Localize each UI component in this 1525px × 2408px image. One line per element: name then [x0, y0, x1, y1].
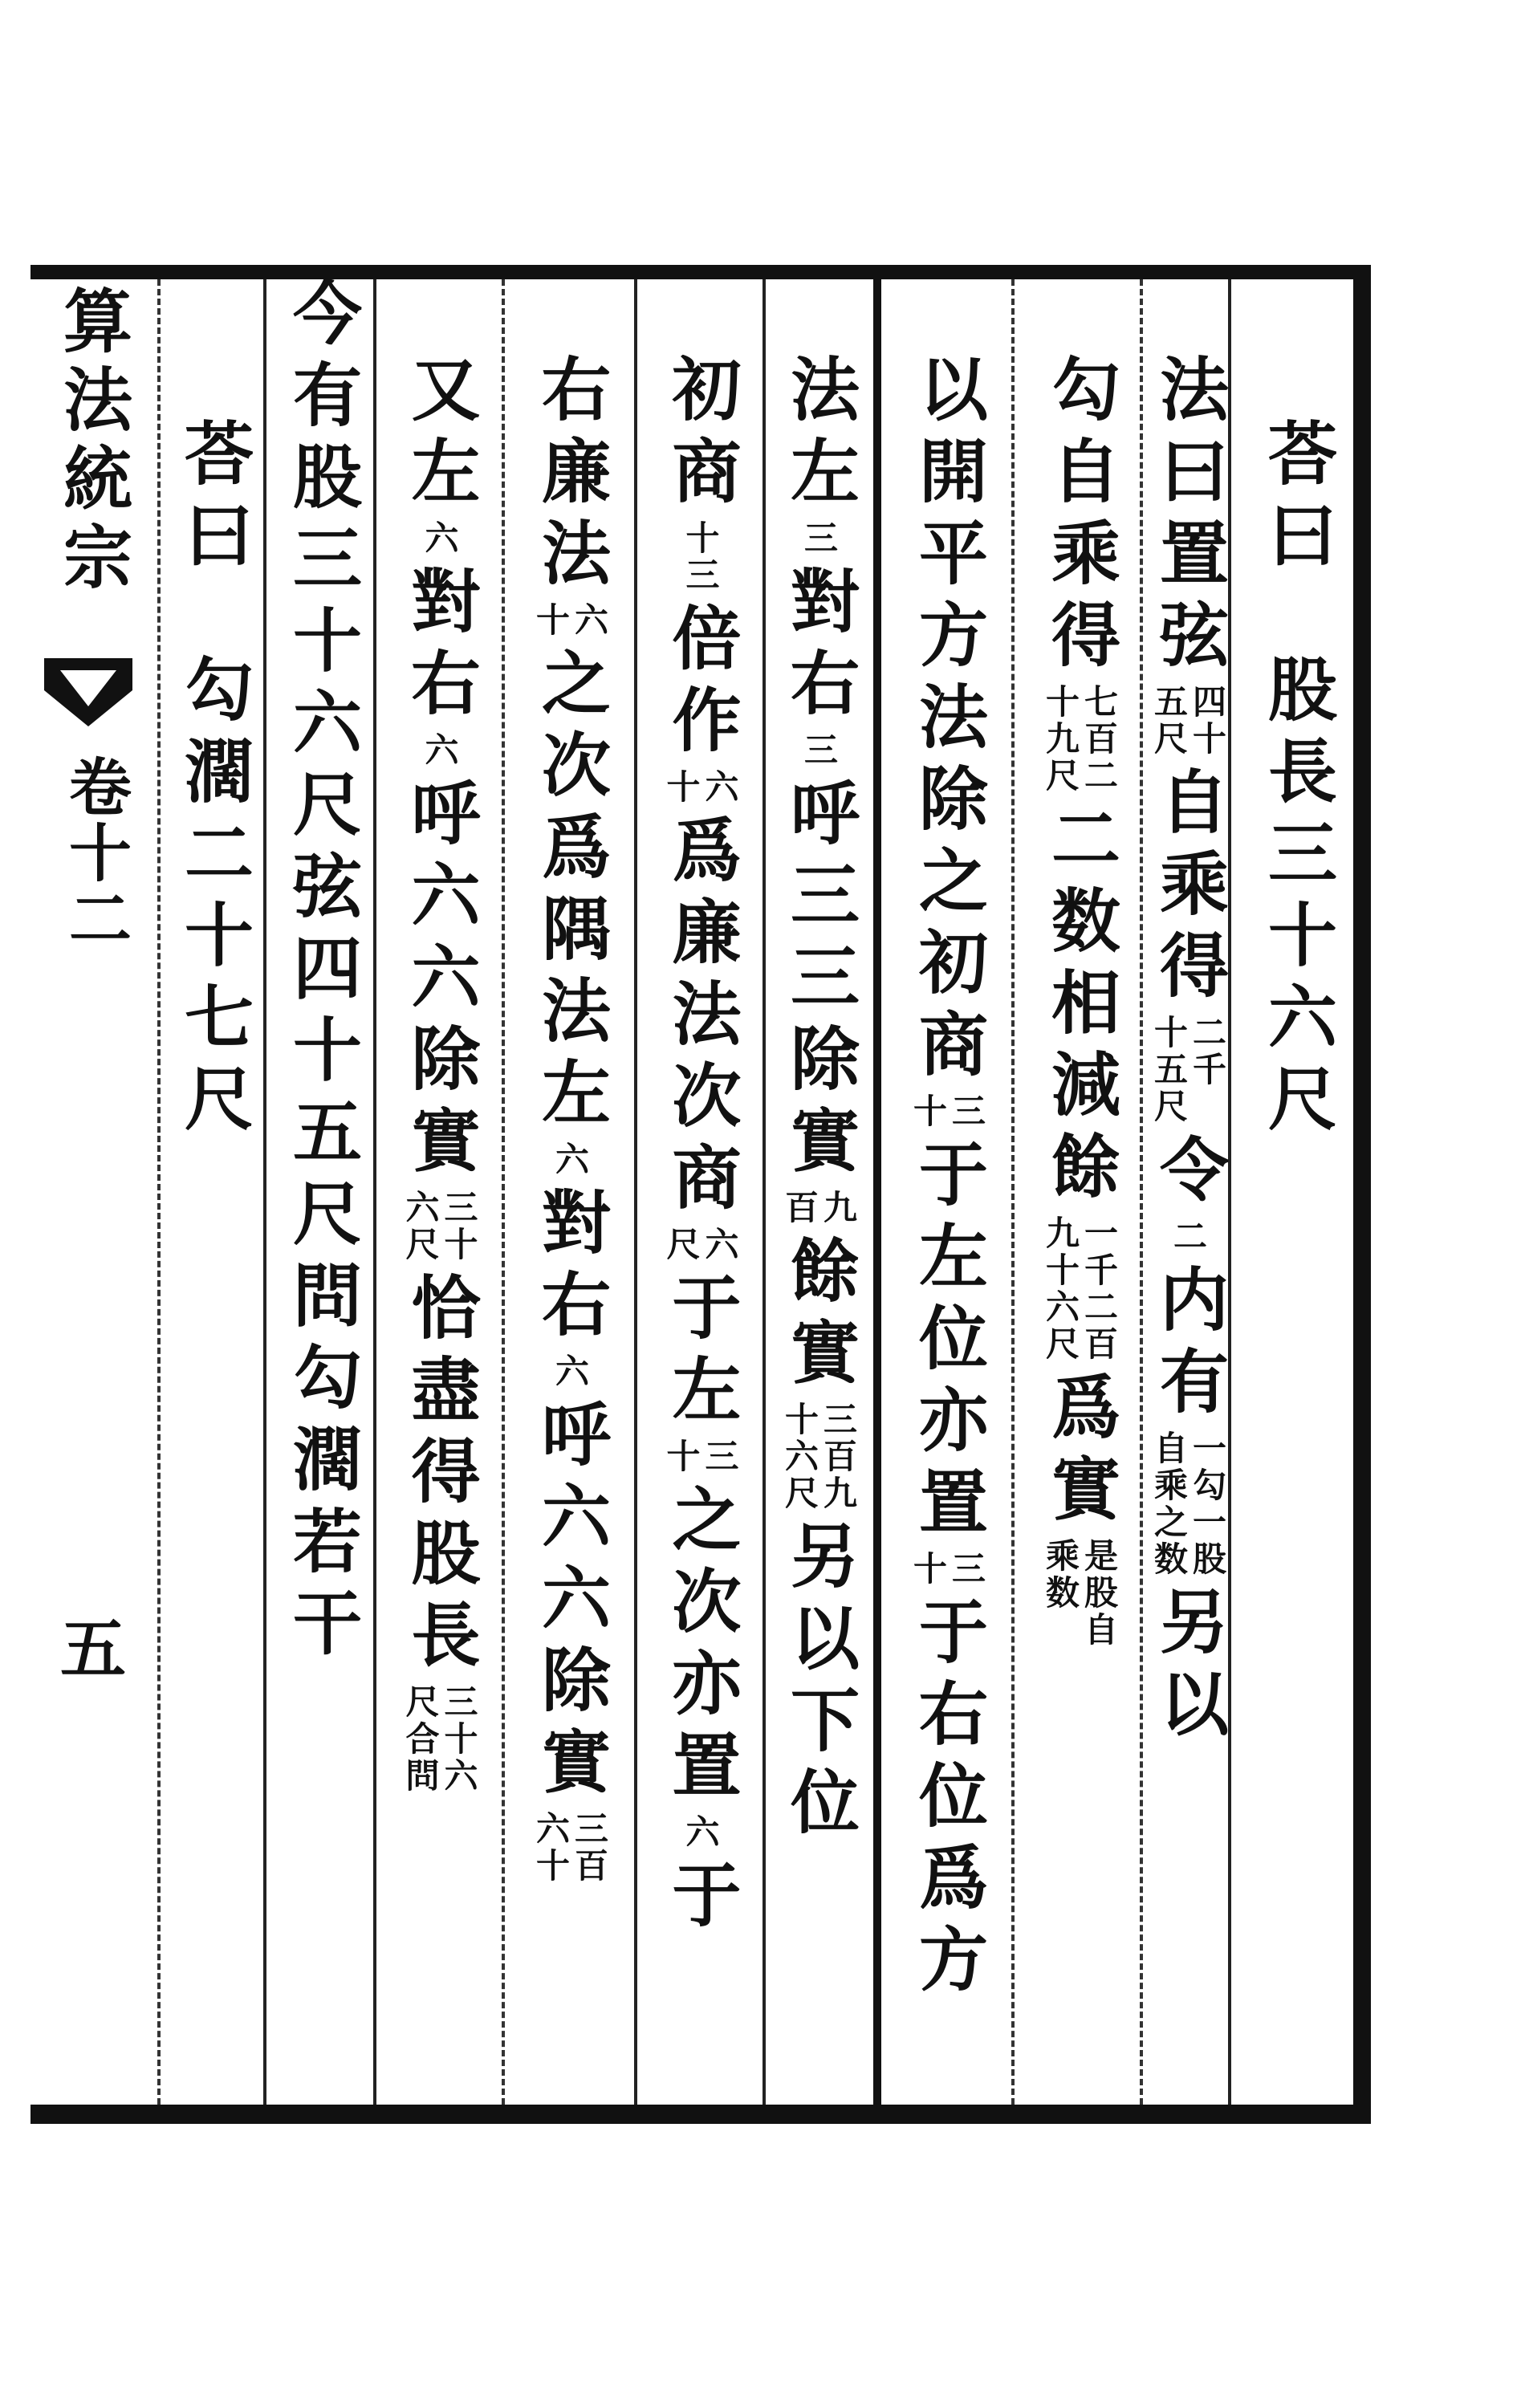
interlinear-note: [681, 520, 720, 594]
main-text: 以開平方法除之初商: [907, 353, 988, 1090]
interlinear-note: [780, 1190, 857, 1226]
note-right-line: 七百二: [1080, 684, 1119, 795]
note-left-line: 十: [661, 1438, 702, 1475]
interlinear-note: [421, 520, 459, 557]
main-text: 法曰置弦: [1148, 353, 1229, 681]
note-right-line: 一勾一股: [1188, 1430, 1227, 1578]
main-text: 今有股三十六尺弦四十五尺問勾濶若干: [281, 277, 362, 1669]
main-text: 之次亦置: [660, 1483, 742, 1811]
interlinear-note: [681, 1814, 720, 1851]
note-left-line: 尺: [661, 1226, 702, 1263]
note-right-line: 六: [420, 732, 460, 769]
fish-tail-icon: [44, 650, 132, 738]
main-text: 恰盡得股長: [399, 1271, 481, 1681]
column-rule: [502, 279, 505, 2105]
interlinear-note: [1149, 684, 1226, 758]
column-rule: [634, 279, 637, 2105]
text-column: [1140, 353, 1236, 1750]
interlinear-note: [662, 1226, 739, 1263]
note-left-line: 乘数: [1041, 1538, 1080, 1612]
main-text: 對右: [779, 565, 860, 729]
interlinear-note: [551, 1141, 589, 1178]
interlinear-note: [780, 1401, 857, 1512]
note-right-line: 六: [700, 769, 740, 806]
note-right-line: 六: [551, 1141, 590, 1178]
interlinear-note: [1169, 1218, 1207, 1255]
note-right-line: 三: [947, 1551, 986, 1588]
column-rule: [873, 279, 881, 2105]
interlinear-note: [1149, 1430, 1226, 1578]
main-text: 另以下位: [779, 1520, 860, 1848]
main-text: 初商: [660, 353, 742, 517]
main-text: 呼六六除實: [530, 1398, 611, 1808]
note-right-line: 三百九: [819, 1401, 858, 1512]
note-right-line: 三: [799, 732, 839, 769]
interlinear-note: [799, 732, 838, 769]
interlinear-note: [909, 1093, 986, 1130]
main-text: 于左位亦置: [907, 1138, 988, 1548]
note-right-line: 一千二百: [1080, 1215, 1119, 1363]
note-right-line: 六: [570, 602, 609, 639]
main-text: 倍作: [660, 602, 742, 766]
note-right-line: 三: [799, 520, 839, 557]
note-right-line: 六: [551, 1353, 590, 1390]
note-left-line: 十六尺: [780, 1401, 819, 1512]
note-left-line: 百: [780, 1190, 819, 1226]
note-right-line: 六: [700, 1226, 740, 1263]
book-title: 算法統宗: [51, 285, 132, 600]
note-right-line: 三: [947, 1093, 986, 1130]
note-right-line: 三百: [570, 1811, 609, 1885]
main-text: 對右: [530, 1186, 611, 1350]
interlinear-note: [531, 1811, 608, 1885]
main-text: 令: [1148, 1133, 1229, 1215]
note-right-line: 是股自: [1080, 1538, 1119, 1649]
note-right-line: 六: [681, 1814, 721, 1851]
text-column: [510, 353, 630, 1893]
note-left-line: 十: [909, 1093, 948, 1130]
main-text: 内有: [1148, 1263, 1229, 1427]
interlinear-note: [531, 602, 608, 639]
volume-label: 卷十二: [59, 755, 132, 952]
note-right-line: 二千: [1188, 1015, 1227, 1088]
page-border-top: [31, 265, 1371, 279]
interlinear-note: [662, 1438, 739, 1475]
main-text: 另以: [1148, 1586, 1229, 1750]
column-rule: [263, 279, 266, 2105]
main-text: 呼三三除實: [779, 777, 860, 1186]
interlinear-note: [551, 1353, 589, 1390]
text-column: [165, 417, 261, 1145]
main-text: 股長三十六尺: [1256, 653, 1337, 1145]
interlinear-note: [1041, 684, 1118, 795]
text-column: [1252, 417, 1340, 1145]
main-text: 二数相減餘: [1039, 803, 1120, 1212]
interlinear-note: [909, 1551, 986, 1588]
main-text: 于: [660, 1859, 742, 1941]
note-left-line: 十: [909, 1551, 948, 1588]
main-text: 荅曰: [173, 417, 254, 581]
main-text: 荅曰: [1256, 417, 1337, 581]
note-left-line: 自乘之数: [1149, 1430, 1189, 1578]
note-left-line: 尺合問: [401, 1684, 441, 1795]
main-text: 右廉法: [530, 353, 611, 599]
note-left-line: 十: [531, 602, 571, 639]
main-text: 餘實: [779, 1235, 860, 1398]
main-text: 對右: [399, 565, 481, 729]
note-right-line: 六: [420, 520, 460, 557]
main-text: 又左: [399, 353, 481, 517]
main-text: 法左: [779, 353, 860, 517]
note-right-line: 三十: [439, 1190, 479, 1263]
column-rule: [373, 279, 376, 2105]
text-column: [381, 353, 498, 1803]
note-left-line: 六十: [531, 1811, 571, 1885]
note-left-line: 十: [661, 769, 702, 806]
page-border-bottom: [31, 2105, 1371, 2124]
margin-rule-left: [157, 279, 161, 2105]
interlinear-note: [799, 520, 838, 557]
note-left-line: 十三: [681, 520, 721, 594]
text-column: [887, 353, 1007, 2005]
note-right-line: 三十六: [439, 1684, 479, 1795]
note-left-line: 六尺: [401, 1190, 441, 1263]
note-left-line: 十五尺: [1149, 1015, 1189, 1125]
page-border-right: [1353, 265, 1371, 2124]
note-right-line: 四十: [1188, 684, 1227, 758]
interlinear-note: [401, 1684, 478, 1795]
interlinear-note: [401, 1190, 478, 1263]
main-text: 呼六六除實: [399, 777, 481, 1186]
main-text: 勾濶二十七尺: [173, 653, 254, 1145]
column-rule: [1011, 279, 1015, 2105]
main-text: 于右位爲方: [907, 1596, 988, 2005]
note-right-line: 三: [700, 1438, 740, 1475]
note-left-line: 五尺: [1149, 684, 1189, 758]
main-text: 勾自乘得: [1039, 353, 1120, 681]
column-rule: [762, 279, 766, 2105]
note-right-line: 二: [1169, 1218, 1208, 1255]
interlinear-note: [662, 769, 739, 806]
interlinear-note: [421, 732, 459, 769]
note-right-line: 九: [819, 1190, 858, 1226]
interlinear-note: [1041, 1215, 1118, 1363]
note-left-line: 十九尺: [1041, 684, 1080, 795]
main-text: 之次爲隅法左: [530, 647, 611, 1138]
text-column: [1019, 353, 1140, 1657]
text-column: [642, 353, 758, 1941]
note-left-line: 九十六尺: [1041, 1215, 1080, 1363]
main-text: 自乘得: [1148, 766, 1229, 1011]
main-text: 于左: [660, 1271, 742, 1435]
main-text: 爲廉法次商: [660, 814, 742, 1223]
interlinear-note: [1149, 1015, 1226, 1125]
folio-number: 五: [60, 1611, 127, 1688]
main-text: 爲實: [1039, 1371, 1120, 1535]
text-column: [767, 353, 871, 1848]
text-column: [273, 277, 369, 1669]
interlinear-note: [1041, 1538, 1118, 1649]
